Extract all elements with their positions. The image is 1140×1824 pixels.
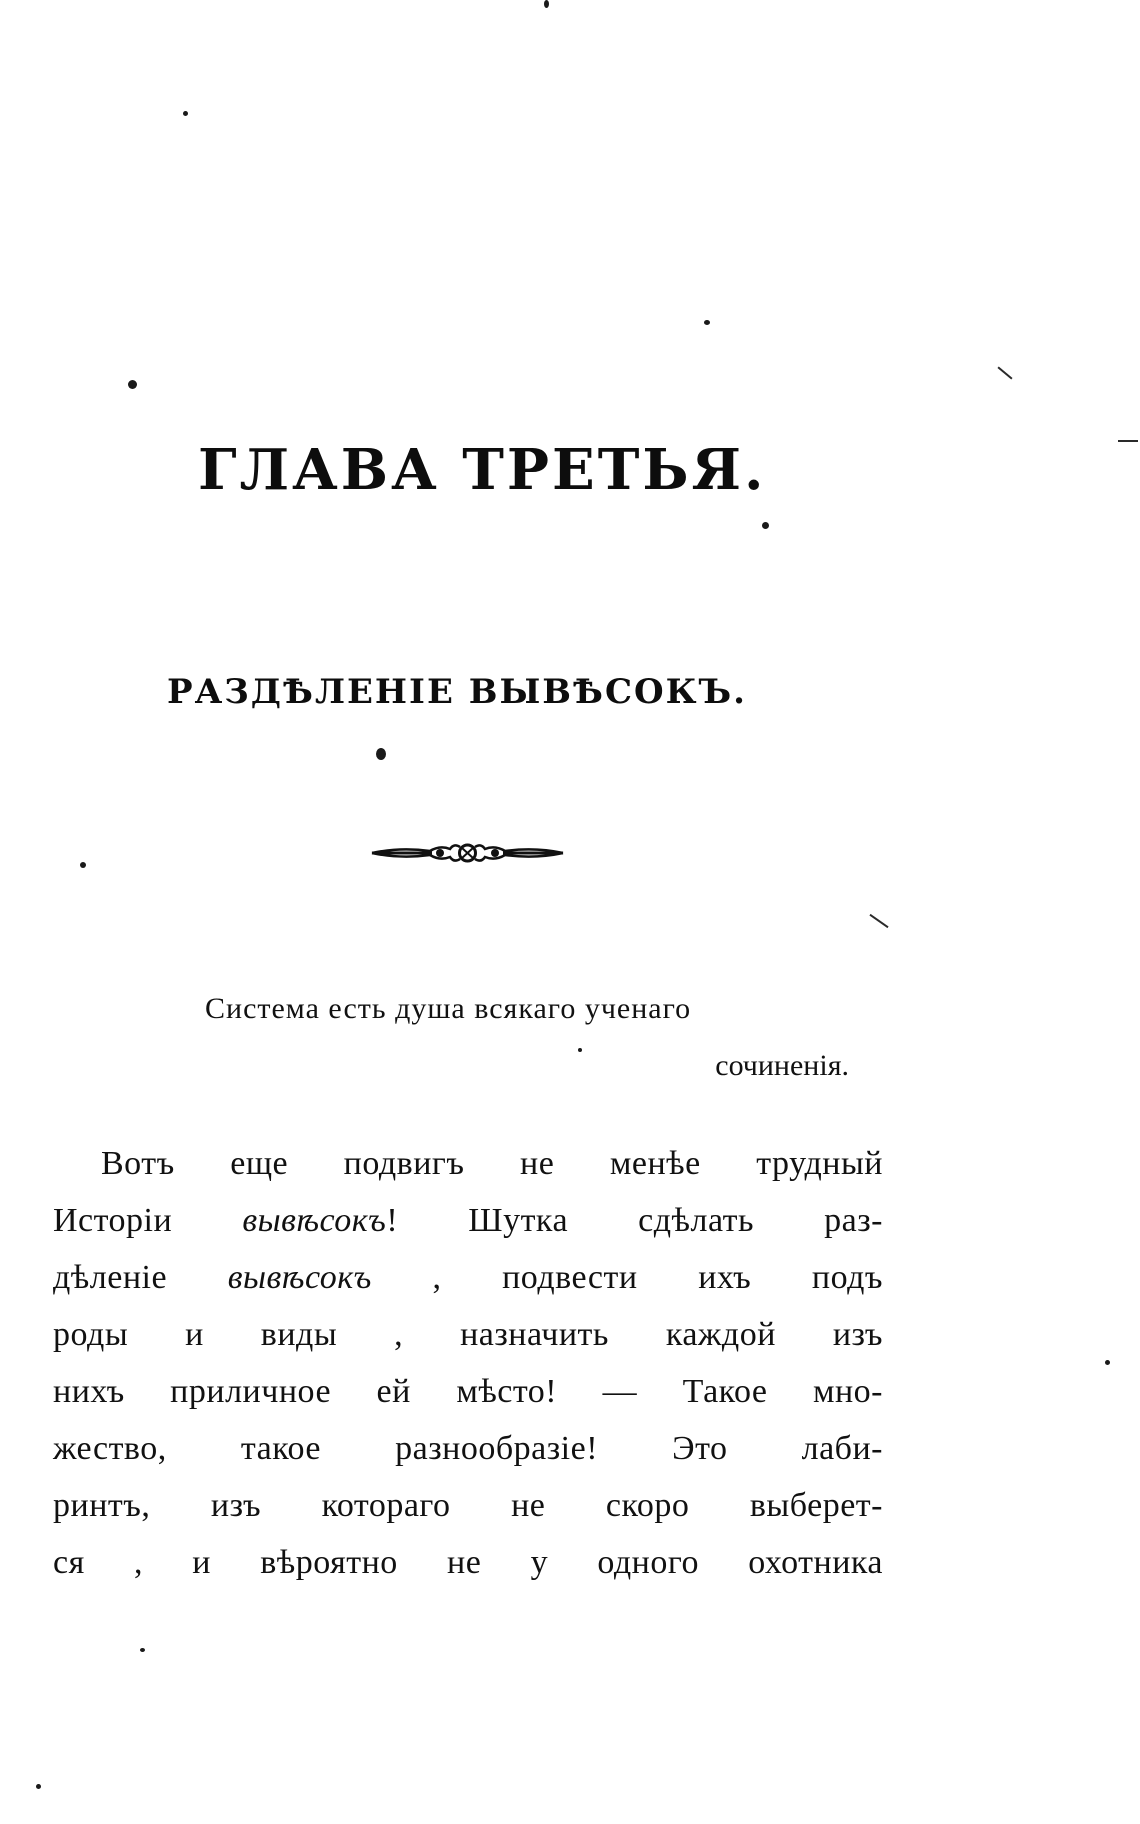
paragraph-line — [53, 1363, 883, 1420]
print-speck — [1118, 440, 1138, 442]
print-speck — [997, 366, 1012, 379]
print-speck — [140, 1648, 145, 1652]
epigraph-line-1: Система есть душа всякаго ученаго — [205, 992, 692, 1025]
print-speck — [80, 862, 86, 868]
text-run: нихъ приличное ей мѣсто! — Такое мно- — [53, 1373, 883, 1410]
text-run: жество, такое разнообразіе! Это лаби- — [53, 1430, 883, 1467]
text-run: , подвести ихъ подъ — [371, 1259, 883, 1296]
paragraph-line — [53, 1477, 883, 1534]
paragraph-line — [53, 1192, 883, 1249]
italic-text-run: вывѣсокъ — [242, 1202, 387, 1239]
paragraph-line — [53, 1306, 883, 1363]
paragraph-line — [53, 1249, 883, 1306]
text-run: Исторіи — [53, 1202, 243, 1239]
italic-text-run: вывѣсокъ — [227, 1259, 372, 1296]
body-paragraph — [53, 1135, 883, 1591]
paragraph-line — [53, 1534, 883, 1591]
print-speck — [128, 380, 137, 389]
print-speck — [704, 320, 710, 325]
text-run: ся , и вѣроятно не у одного охотника — [53, 1544, 883, 1581]
text-run: ! Шутка сдѣлать раз- — [386, 1202, 883, 1239]
flourish-ornament-icon — [370, 833, 565, 873]
print-speck — [762, 522, 769, 529]
print-speck — [1105, 1360, 1110, 1365]
text-run: роды и виды , назначить каждой изъ — [53, 1316, 883, 1353]
text-run: ринтъ, изъ котораго не скоро выберет- — [53, 1487, 883, 1524]
text-run: дѣленіе — [53, 1259, 228, 1296]
chapter-title: ГЛАВА ТРЕТЬЯ. — [198, 437, 767, 503]
paragraph-line — [53, 1420, 883, 1477]
text-run: Вотъ еще подвигъ не менѣе трудный — [101, 1145, 883, 1182]
print-speck — [376, 748, 386, 760]
print-speck — [36, 1784, 41, 1789]
print-speck — [183, 111, 188, 116]
epigraph-line-2: сочиненія. — [715, 1049, 849, 1082]
print-speck — [544, 0, 549, 8]
paragraph-line — [53, 1135, 883, 1192]
epigraph — [205, 980, 885, 1094]
section-title: РАЗДѢЛЕНІЕ ВЫВѢСОКЪ. — [167, 672, 747, 712]
print-speck — [869, 914, 888, 928]
